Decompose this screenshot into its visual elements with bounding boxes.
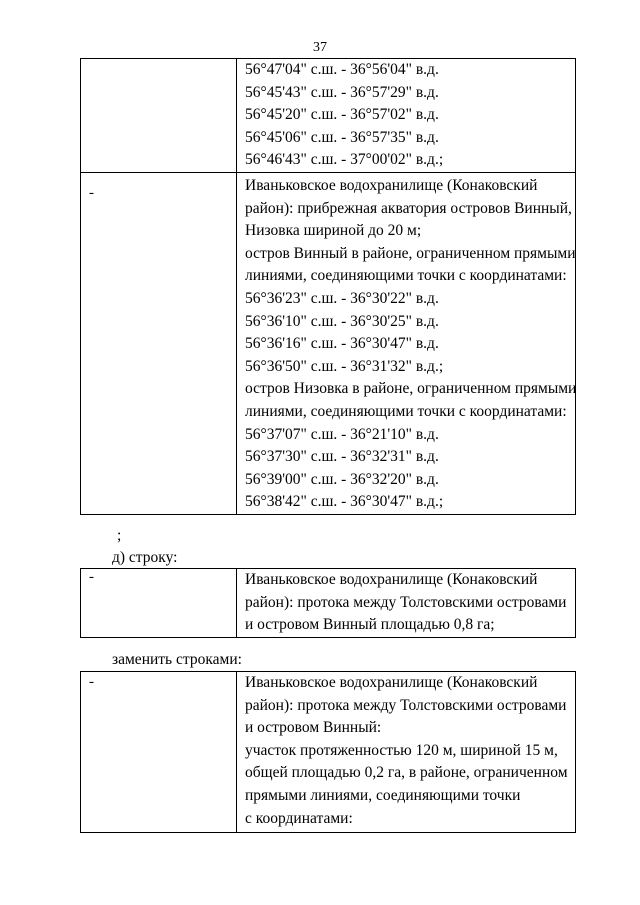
- paragraph-d: д) строку:: [112, 549, 178, 566]
- table-cell-empty: [81, 59, 237, 173]
- coordinate-line: 56°36'23" с.ш. - 36°30'22" в.д.: [245, 289, 439, 307]
- paragraph-replace: заменить строками:: [112, 651, 242, 668]
- text-line: остров Винный в районе, ограниченном прямыми: [245, 244, 576, 262]
- coordinate-line: 56°37'30" с.ш. - 36°32'31" в.д.: [245, 448, 439, 466]
- coordinate-line: 56°38'42" с.ш. - 36°30'47" в.д.;: [245, 493, 444, 511]
- text-line: участок протяженностью 120 м, шириной 15 м,: [245, 741, 558, 759]
- description-cell: [237, 173, 576, 515]
- text-line: прямыми линиями, соединяющими точки: [245, 786, 521, 804]
- text-line: с координатами:: [245, 809, 353, 827]
- coordinate-line: 56°45'06" с.ш. - 36°57'35" в.д.: [245, 128, 439, 146]
- text-line: район): прибрежная акватория островов Винный,: [245, 199, 572, 217]
- dash-marker: -: [89, 674, 94, 690]
- coordinate-line: 56°46'43" с.ш. - 37°00'02" в.д.;: [245, 151, 444, 169]
- text-line: линиями, соединяющими точки с координатами:: [245, 402, 567, 420]
- replacement-rows-table: [80, 671, 576, 833]
- dash-cell: [81, 672, 237, 833]
- coordinate-line: 56°36'10" с.ш. - 36°30'25" в.д.: [245, 312, 439, 330]
- text-line: остров Низовка в районе, ограниченном прямыми: [245, 380, 577, 398]
- dash-marker: -: [89, 569, 94, 585]
- text-line: линиями, соединяющими точки с координатами:: [245, 267, 567, 285]
- table-row: [81, 173, 576, 515]
- original-row-table: [80, 568, 576, 638]
- text-line: Низовка шириной до 20 м;: [245, 222, 422, 240]
- coordinate-line: 56°37'07" с.ш. - 36°21'10" в.д.: [245, 425, 439, 443]
- dash-cell: [81, 569, 237, 638]
- coordinate-line: 56°36'50" с.ш. - 36°31'32" в.д.;: [245, 357, 444, 375]
- description-cell: [237, 569, 576, 638]
- dash-marker: -: [89, 185, 94, 201]
- text-line: и островом Винный:: [245, 719, 382, 737]
- text-line: и островом Винный площадью 0,8 га;: [245, 616, 495, 634]
- table-row: [81, 59, 576, 173]
- page-number: 37: [313, 40, 327, 55]
- coordinate-line: 56°45'20" с.ш. - 36°57'02" в.д.: [245, 106, 439, 124]
- coordinate-line: 56°45'43" с.ш. - 36°57'29" в.д.: [245, 83, 439, 101]
- table-row: [81, 569, 576, 638]
- text-line: общей площадью 0,2 га, в районе, ограниченном: [245, 764, 568, 782]
- description-cell: [237, 672, 576, 833]
- text-line: район): протока между Толстовскими островами: [245, 593, 567, 611]
- text-line: район): протока между Толстовскими островами: [245, 696, 567, 714]
- text-line: Иваньковское водохранилище (Конаковский: [245, 571, 538, 588]
- coordinate-line: 56°36'16" с.ш. - 36°30'47" в.д.: [245, 335, 439, 353]
- coordinates-cell: [237, 59, 576, 173]
- text-line: Иваньковское водохранилище (Конаковский: [245, 674, 538, 691]
- coordinate-line: 56°47'04" с.ш. - 36°56'04" в.д.: [245, 61, 439, 78]
- text-line: Иваньковское водохранилище (Конаковский: [245, 177, 538, 194]
- table-row: [81, 672, 576, 833]
- dash-cell: [81, 173, 237, 515]
- coordinate-line: 56°39'00" с.ш. - 36°32'20" в.д.: [245, 470, 439, 488]
- semicolon: ;: [117, 527, 122, 544]
- zones-table: [80, 58, 576, 515]
